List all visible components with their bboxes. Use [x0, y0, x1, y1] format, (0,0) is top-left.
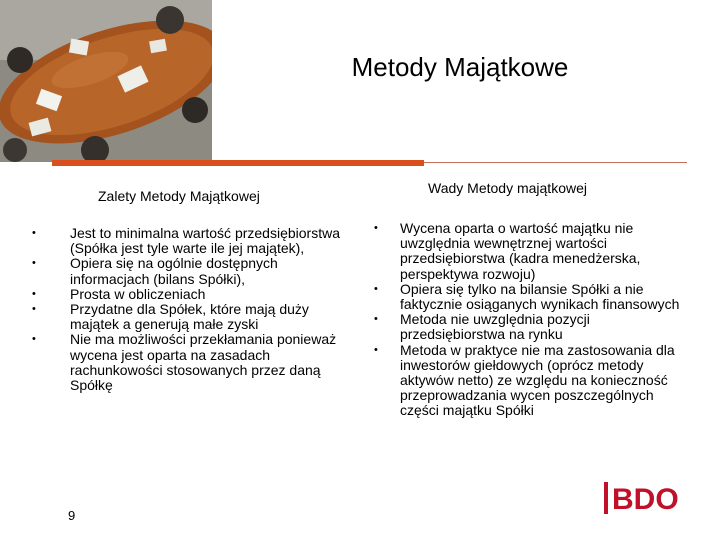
- bdo-logo-mark: [604, 478, 692, 518]
- list-item: [374, 341, 685, 419]
- bdo-logo: [604, 478, 692, 518]
- list-item: [32, 301, 355, 333]
- list-item: [374, 220, 685, 282]
- list-item-text: Opiera się na ogólnie dostępnych informacjach (bilans Spółki),: [70, 255, 278, 287]
- bullet-icon: •: [32, 303, 36, 316]
- title-divider-accent: [52, 160, 424, 166]
- bullet-icon: •: [32, 227, 36, 239]
- bullet-icon: •: [32, 333, 36, 346]
- logo-text: BDO: [612, 483, 679, 516]
- disadvantages-heading: Wady Metody majątkowej: [428, 180, 587, 196]
- list-item: [32, 225, 355, 257]
- advantages-heading: Zalety Metody Majątkowej: [98, 188, 260, 204]
- list-item-text: Wycena oparta o wartość majątku nie uwzględnia wewnętrznej wartości przedsiębiorstwa (kadra menedżerska, perspektywa rozwoju): [400, 220, 641, 282]
- header-photo: [0, 0, 212, 162]
- bullet-icon: •: [32, 287, 36, 300]
- list-item-text: Jest to minimalna wartość przedsiębiorstwa (Spółka jest tyle warte ile jej majątek),: [70, 225, 340, 257]
- list-item-text: Prosta w obliczeniach: [70, 285, 206, 302]
- advantages-list: [32, 225, 355, 394]
- title-divider-line: [424, 162, 687, 163]
- page-number: 9: [68, 508, 76, 523]
- list-item: [374, 280, 685, 313]
- bullet-icon: •: [374, 222, 378, 234]
- disadvantages-list: [374, 220, 685, 419]
- list-item: [32, 331, 355, 394]
- list-item-text: Nie ma możliwości przekłamania ponieważ wycena jest oparta na zasadach rachunkowości stosowanych przez daną Spółkę: [70, 331, 337, 394]
- list-item: [32, 285, 355, 302]
- meeting-table-image: [0, 0, 212, 162]
- list-item-text: Opiera się tylko na bilansie Spółki a nie faktycznie osiąganych wynikach finansowych: [400, 280, 680, 313]
- list-item-text: Metoda nie uwzględnia pozycji przedsiębiorstwa na rynku: [400, 311, 590, 343]
- bullet-icon: •: [374, 282, 378, 295]
- slide-title: Metody Majątkowe: [351, 52, 569, 82]
- list-item-text: Przydatne dla Spółek, które mają duży majątek a generują małe zyski: [70, 301, 309, 333]
- list-item-text: Metoda w praktyce nie ma zastosowania dla inwestorów giełdowych (oprócz metody aktywów netto) ze względu na konieczność przeprowadzania wycen poszczególnych części majątku Spółki: [400, 341, 675, 419]
- list-item: [32, 255, 355, 287]
- list-item: [374, 311, 685, 343]
- bullet-icon: •: [374, 313, 378, 326]
- bullet-icon: •: [374, 343, 378, 356]
- bullet-icon: •: [32, 257, 36, 270]
